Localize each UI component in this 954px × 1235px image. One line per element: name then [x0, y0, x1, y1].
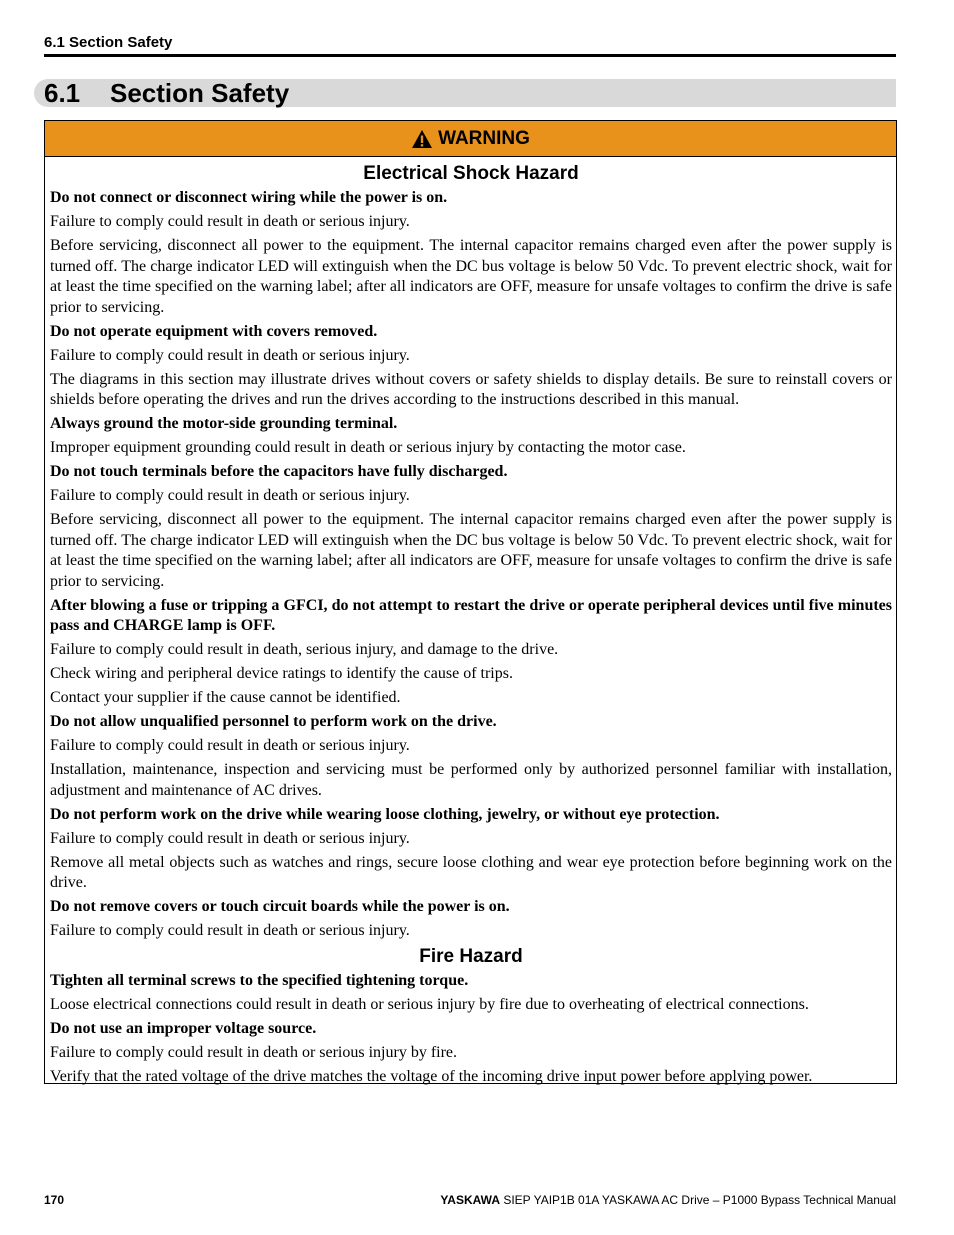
electrical-hazard-list — [50, 188, 892, 942]
hazard-instruction: Do not touch terminals before the capacitors have fully discharged. — [50, 463, 508, 480]
running-header: 6.1 Section Safety — [44, 34, 173, 51]
hazard-detail: Before servicing, disconnect all power to the equipment. The internal capacitor remains charged even after the power supply is turned off. The charge indicator LED will extinguish when the DC bus voltage is below 50 Vdc. To prevent electric shock, wait for at least the time specified on the warning label; after all indicators are OFF, measure for unsafe voltages to confirm the drive is safe prior to servicing. — [50, 511, 892, 590]
footer-doc: SIEP YAIP1B 01A YASKAWA AC Drive – P1000 Bypass Technical Manual — [503, 1193, 896, 1207]
hazard-instruction: Do not remove covers or touch circuit boards while the power is on. — [50, 898, 510, 915]
warning-triangle-icon — [411, 129, 433, 149]
hazard-detail: Failure to comply could result in death, serious injury, and damage to the drive. — [50, 641, 559, 658]
hazard-detail: Contact your supplier if the cause cannot be identified. — [50, 689, 401, 706]
footer-doc-title — [440, 1193, 896, 1207]
hazard-detail: Before servicing, disconnect all power to the equipment. The internal capacitor remains charged even after the power supply is turned off. The charge indicator LED will extinguish when the DC bus voltage is below 50 Vdc. To prevent electric shock, wait for at least the time specified on the warning label; after all indicators are OFF, measure for unsafe voltages to confirm the drive is safe prior to servicing. — [50, 237, 892, 316]
section-number: 6.1 — [44, 78, 81, 108]
fire-hazard-list — [50, 971, 892, 1088]
warning-content — [45, 157, 896, 1088]
hazard-detail: Failure to comply could result in death or serious injury by fire. — [50, 1044, 458, 1061]
hazard-instruction: Always ground the motor-side grounding terminal. — [50, 415, 398, 432]
hazard-detail: Failure to comply could result in death or serious injury. — [50, 922, 410, 939]
hazard-detail: Loose electrical connections could result in death or serious injury by fire due to overheating of electrical connections. — [50, 996, 809, 1013]
warning-box — [44, 120, 897, 1084]
hazard-detail: Remove all metal objects such as watches and rings, secure loose clothing and wear eye protection before beginning work on the drive. — [50, 853, 892, 891]
page-number: 170 — [44, 1193, 65, 1207]
header-rule — [44, 54, 896, 57]
hazard-instruction: Do not allow unqualified personnel to perform work on the drive. — [50, 713, 497, 730]
hazard-detail: Improper equipment grounding could result in death or serious injury by contacting the motor case. — [50, 439, 686, 456]
hazard-instruction: Tighten all terminal screws to the specified tightening torque. — [50, 972, 469, 989]
hazard-instruction: Do not operate equipment with covers removed. — [50, 322, 378, 340]
warning-bar — [45, 121, 896, 157]
hazard-detail: Verify that the rated voltage of the drive matches the voltage of the incoming drive input power before applying power. — [50, 1068, 813, 1085]
section-title: Section Safety — [110, 78, 290, 108]
warning-label: WARNING — [438, 127, 530, 149]
hazard-instruction: Do not perform work on the drive while wearing loose clothing, jewelry, or without eye protection. — [50, 805, 720, 823]
section-heading — [34, 79, 896, 107]
hazard-detail: Check wiring and peripheral device ratings to identify the cause of trips. — [50, 665, 513, 682]
footer-brand: YASKAWA — [440, 1193, 500, 1207]
hazard-instruction: After blowing a fuse or tripping a GFCI, do not attempt to restart the drive or operate peripheral devices until five minutes pass and CHARGE lamp is OFF. — [50, 596, 892, 634]
electrical-hazard-title: Electrical Shock Hazard — [363, 163, 579, 184]
hazard-instruction: Do not connect or disconnect wiring while the power is on. — [50, 189, 448, 206]
hazard-detail: Failure to comply could result in death or serious injury. — [50, 829, 410, 847]
hazard-detail: Installation, maintenance, inspection and servicing must be performed only by authorized personnel familiar with installation, adjustment and maintenance of AC drives. — [50, 761, 892, 799]
hazard-detail: Failure to comply could result in death or serious injury. — [50, 213, 410, 230]
hazard-detail: The diagrams in this section may illustrate drives without covers or safety shields to display details. Be sure to reinstall covers or shields before operating the drives and run the drives according to the instructions described in this manual. — [50, 370, 892, 408]
hazard-detail: Failure to comply could result in death or serious injury. — [50, 487, 410, 504]
hazard-detail: Failure to comply could result in death or serious injury. — [50, 737, 410, 754]
hazard-detail: Failure to comply could result in death or serious injury. — [50, 346, 410, 364]
fire-hazard-title: Fire Hazard — [419, 946, 523, 967]
hazard-instruction: Do not use an improper voltage source. — [50, 1020, 317, 1037]
